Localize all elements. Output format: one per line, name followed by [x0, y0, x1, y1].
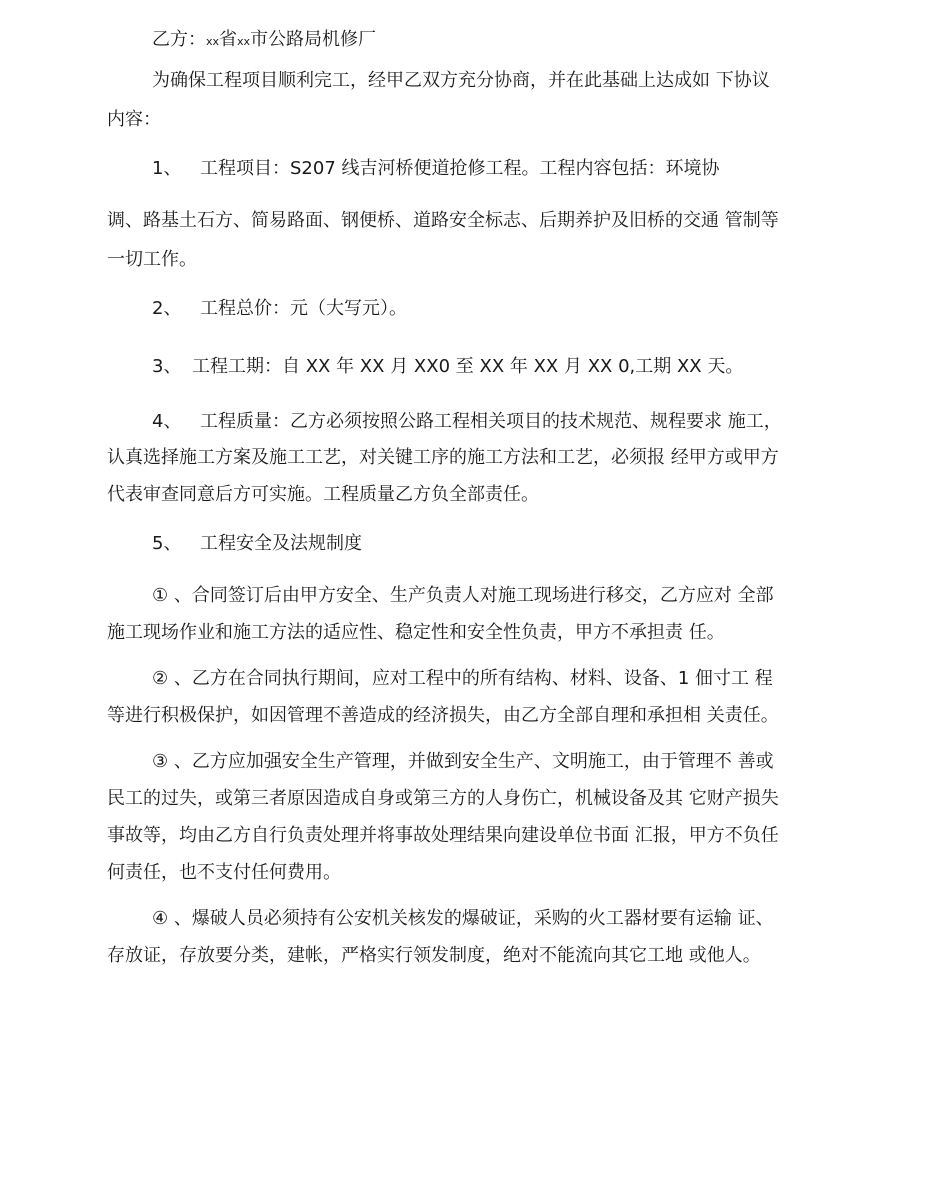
item-3-line-1: ③ 、乙方应加强安全生产管理，并做到安全生产、文明施工，由于管理不 善或: [152, 751, 774, 772]
clause-number: 3、: [152, 356, 182, 377]
clause-number: 2、: [152, 298, 182, 319]
item-2-line-2: 等进行积极保护，如因管理不善造成的经济损失，由乙方全部自理和承担相 关责任。: [107, 705, 779, 726]
clause-4-line-2: 认真选择施工方案及施工工艺，对关键工序的施工方法和工艺，必须报 经甲方或甲方: [107, 447, 779, 468]
intro-line-2: 内容：: [107, 109, 161, 130]
clause-4-line-3: 代表审查同意后方可实施。工程质量乙方负全部责任。: [107, 484, 539, 505]
clause-1-line-2: 调、路基土石方、简易路面、钢便桥、道路安全标志、后期养护及旧桥的交通 管制等: [107, 210, 779, 231]
clause-3: 3、 工程工期：自 XX 年 XX 月 XX0 至 XX 年 XX 月 XX 0,工期 XX 天。: [152, 354, 743, 380]
item-3-line-2: 民工的过失，或第三者原因造成自身或第三方的人身伤亡，机械设备及其 它财产损失: [107, 788, 779, 809]
clause-1-line-1: 1、 工程项目：S207 线吉河桥便道抢修工程。工程内容包括：环境协: [152, 156, 720, 182]
party-b-line: 乙方：xx省xx市公路局机修厂: [152, 29, 377, 50]
item-1-line-1: ① 、合同签订后由甲方安全、生产负责人对施工现场进行移交，乙方应对 全部: [152, 585, 774, 606]
clause-5: 5、 工程安全及法规制度: [152, 531, 362, 557]
clause-number: 4、: [152, 411, 182, 432]
item-4-line-1: ④ 、爆破人员必须持有公安机关核发的爆破证，采购的火工器材要有运输 证、: [152, 908, 774, 929]
clause-2: 2、 工程总价：元（大写元）。: [152, 296, 407, 322]
item-4-line-2: 存放证，存放要分类，建帐，严格实行领发制度，绝对不能流向其它工地 或他人。: [107, 945, 761, 966]
clause-number: 5、: [152, 533, 182, 554]
item-1-line-2: 施工现场作业和施工方法的适应性、稳定性和安全性负责，甲方不承担责 任。: [107, 622, 725, 643]
intro-line-1: 为确保工程项目顺利完工，经甲乙双方充分协商，并在此基础上达成如 下协议: [152, 70, 770, 91]
item-2-line-1: ② 、乙方在合同执行期间，应对工程中的所有结构、材料、设备、1 佃寸工 程: [152, 668, 773, 689]
item-3-line-3: 事故等，均由乙方自行负责处理并将事故处理结果向建设单位书面 汇报，甲方不负任: [107, 825, 779, 846]
clause-number: 1、: [152, 158, 182, 179]
item-3-line-4: 何责任，也不支付任何费用。: [107, 862, 341, 883]
clause-4-line-1: 4、 工程质量：乙方必须按照公路工程相关项目的技术规范、规程要求 施工，: [152, 409, 782, 435]
clause-1-line-3: 一切工作。: [107, 249, 197, 270]
